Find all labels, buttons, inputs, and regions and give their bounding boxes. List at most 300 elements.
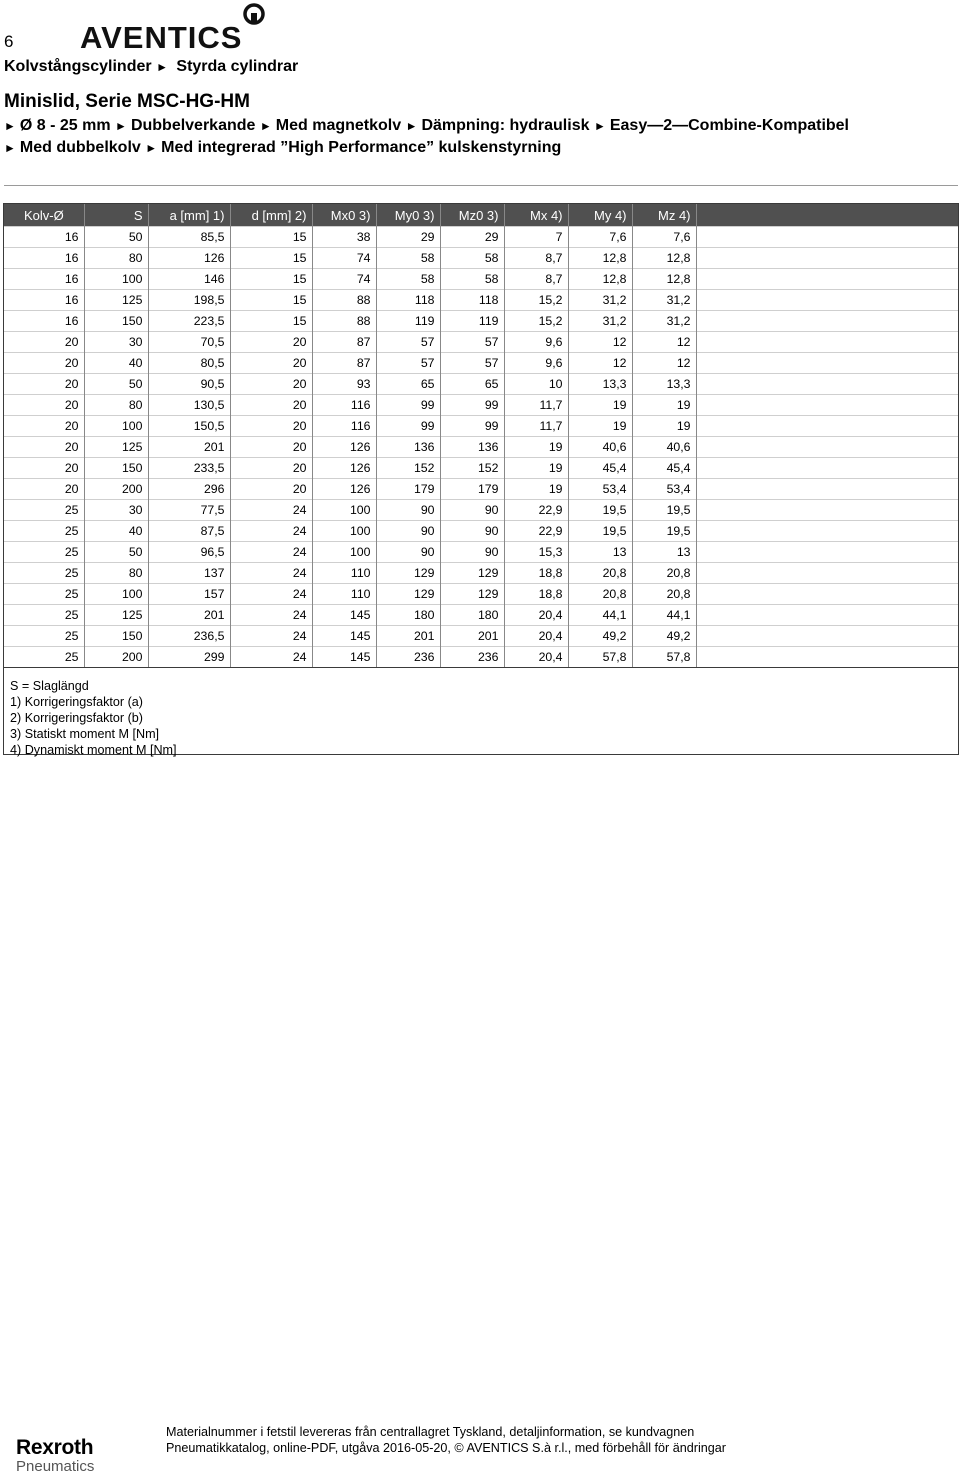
table-cell: 25 <box>4 521 84 542</box>
table-cell: 136 <box>440 437 504 458</box>
row-spacer <box>696 458 958 479</box>
table-cell: 150 <box>84 458 148 479</box>
table-cell: 38 <box>312 227 376 248</box>
table-cell: 49,2 <box>568 626 632 647</box>
table-cell: 99 <box>376 395 440 416</box>
column-header: My 4) <box>568 204 632 227</box>
table-cell: 20 <box>4 332 84 353</box>
divider <box>4 185 958 186</box>
table-cell: 77,5 <box>148 500 230 521</box>
table-cell: 125 <box>84 437 148 458</box>
column-header: Mz0 3) <box>440 204 504 227</box>
table-cell: 201 <box>376 626 440 647</box>
table-cell: 145 <box>312 605 376 626</box>
table-cell: 15,3 <box>504 542 568 563</box>
table-row <box>4 332 958 353</box>
header-spacer <box>696 204 958 227</box>
table-header-row <box>4 204 958 227</box>
table-row <box>4 563 958 584</box>
table-cell: 90 <box>440 521 504 542</box>
arrow-right-icon: ► <box>593 119 606 133</box>
table-cell: 25 <box>4 605 84 626</box>
table-cell: 13 <box>632 542 696 563</box>
table-cell: 53,4 <box>632 479 696 500</box>
table-cell: 129 <box>376 584 440 605</box>
column-header: Mx0 3) <box>312 204 376 227</box>
row-spacer <box>696 605 958 626</box>
table-cell: 12,8 <box>632 248 696 269</box>
table-cell: 20 <box>4 395 84 416</box>
table-cell: 100 <box>312 542 376 563</box>
table-cell: 99 <box>376 416 440 437</box>
table-cell: 118 <box>376 290 440 311</box>
feature-item: Med dubbelkolv <box>19 139 141 156</box>
table-cell: 20,4 <box>504 605 568 626</box>
column-header: a [mm] 1) <box>148 204 230 227</box>
table-cell: 201 <box>148 437 230 458</box>
table-cell: 22,9 <box>504 500 568 521</box>
breadcrumb-item[interactable]: Styrda cylindrar <box>176 58 299 75</box>
table-cell: 25 <box>4 563 84 584</box>
table-cell: 20 <box>230 479 312 500</box>
table-cell: 110 <box>312 584 376 605</box>
table-cell: 25 <box>4 500 84 521</box>
feature-line <box>4 137 944 159</box>
row-spacer <box>696 479 958 500</box>
table-cell: 7 <box>504 227 568 248</box>
row-spacer <box>696 521 958 542</box>
table-row <box>4 269 958 290</box>
table-cell: 25 <box>4 584 84 605</box>
feature-list <box>4 115 944 159</box>
table-cell: 13 <box>568 542 632 563</box>
table-cell: 157 <box>148 584 230 605</box>
table-row <box>4 458 958 479</box>
table-cell: 53,4 <box>568 479 632 500</box>
table-cell: 145 <box>312 626 376 647</box>
feature-item: Ø 8 - 25 mm <box>19 117 111 134</box>
table-cell: 20 <box>4 416 84 437</box>
table-cell: 31,2 <box>568 290 632 311</box>
table-row <box>4 626 958 647</box>
table-cell: 16 <box>4 227 84 248</box>
table-cell: 15 <box>230 227 312 248</box>
table-cell: 58 <box>440 269 504 290</box>
table-notes <box>4 667 958 757</box>
table-cell: 12,8 <box>568 269 632 290</box>
table-cell: 57,8 <box>568 647 632 668</box>
table-cell: 129 <box>440 584 504 605</box>
table-cell: 20 <box>4 353 84 374</box>
table-cell: 201 <box>148 605 230 626</box>
table-cell: 90 <box>376 521 440 542</box>
table-cell: 40,6 <box>568 437 632 458</box>
table-cell: 129 <box>376 563 440 584</box>
feature-item: Med magnetkolv <box>275 117 402 134</box>
table-cell: 16 <box>4 311 84 332</box>
row-spacer <box>696 584 958 605</box>
table-cell: 20 <box>4 437 84 458</box>
note-line: 1) Korrigeringsfaktor (a) <box>10 695 143 709</box>
table-cell: 30 <box>84 500 148 521</box>
table-cell: 80 <box>84 563 148 584</box>
table-cell: 80,5 <box>148 353 230 374</box>
table-cell: 65 <box>376 374 440 395</box>
table-cell: 24 <box>230 563 312 584</box>
table-cell: 31,2 <box>632 311 696 332</box>
table-cell: 99 <box>440 416 504 437</box>
table-cell: 45,4 <box>568 458 632 479</box>
table-cell: 87 <box>312 332 376 353</box>
table-cell: 150 <box>84 311 148 332</box>
table-cell: 180 <box>440 605 504 626</box>
table-cell: 20,4 <box>504 647 568 668</box>
note-line: 4) Dynamiskt moment M [Nm] <box>10 743 177 757</box>
table-cell: 126 <box>312 437 376 458</box>
table-cell: 24 <box>230 626 312 647</box>
table-row <box>4 395 958 416</box>
arrow-right-icon: ► <box>4 119 16 133</box>
feature-item: Dämpning: hydraulisk <box>421 117 590 134</box>
table-cell: 152 <box>376 458 440 479</box>
table-cell: 20 <box>4 374 84 395</box>
table-cell: 20,8 <box>632 563 696 584</box>
table-cell: 96,5 <box>148 542 230 563</box>
table-cell: 100 <box>312 521 376 542</box>
feature-item: Easy—2—Combine-Kompatibel <box>609 117 849 134</box>
table-cell: 126 <box>312 479 376 500</box>
table-cell: 50 <box>84 227 148 248</box>
table-cell: 7,6 <box>632 227 696 248</box>
note-line: S = Slaglängd <box>10 679 89 693</box>
table-cell: 12 <box>632 332 696 353</box>
table-row <box>4 479 958 500</box>
breadcrumb-item[interactable]: Kolvstångscylinder <box>4 58 152 75</box>
row-spacer <box>696 626 958 647</box>
table-cell: 57 <box>376 332 440 353</box>
table-cell: 44,1 <box>568 605 632 626</box>
table-cell: 57 <box>376 353 440 374</box>
table-cell: 15 <box>230 311 312 332</box>
table-row <box>4 584 958 605</box>
rexroth-logo <box>16 1437 94 1475</box>
table-cell: 100 <box>84 416 148 437</box>
breadcrumb <box>4 58 298 76</box>
table-cell: 8,7 <box>504 248 568 269</box>
table-cell: 20 <box>230 416 312 437</box>
table-cell: 12,8 <box>632 269 696 290</box>
table-cell: 100 <box>312 500 376 521</box>
row-spacer <box>696 374 958 395</box>
table-cell: 12 <box>568 332 632 353</box>
table-cell: 201 <box>440 626 504 647</box>
table-cell: 9,6 <box>504 353 568 374</box>
table-cell: 40,6 <box>632 437 696 458</box>
table-cell: 50 <box>84 374 148 395</box>
row-spacer <box>696 248 958 269</box>
table-cell: 16 <box>4 290 84 311</box>
table-cell: 24 <box>230 605 312 626</box>
table-cell: 25 <box>4 626 84 647</box>
table-cell: 145 <box>312 647 376 668</box>
table-cell: 88 <box>312 290 376 311</box>
table-row <box>4 521 958 542</box>
arrow-right-icon: ► <box>405 119 418 133</box>
table-cell: 74 <box>312 248 376 269</box>
table-cell: 20,4 <box>504 626 568 647</box>
table-cell: 80 <box>84 395 148 416</box>
footer-text <box>166 1424 726 1456</box>
table-cell: 90 <box>376 542 440 563</box>
arrow-right-icon: ► <box>145 141 158 155</box>
table-row <box>4 437 958 458</box>
feature-line <box>4 115 944 137</box>
row-spacer <box>696 353 958 374</box>
table-cell: 40 <box>84 521 148 542</box>
table-cell: 20,8 <box>568 563 632 584</box>
table-cell: 87,5 <box>148 521 230 542</box>
data-table <box>3 203 959 755</box>
table-cell: 93 <box>312 374 376 395</box>
table-cell: 30 <box>84 332 148 353</box>
row-spacer <box>696 269 958 290</box>
table-cell: 45,4 <box>632 458 696 479</box>
table-row <box>4 542 958 563</box>
table-row <box>4 248 958 269</box>
row-spacer <box>696 395 958 416</box>
row-spacer <box>696 647 958 668</box>
table-cell: 31,2 <box>632 290 696 311</box>
table-cell: 119 <box>440 311 504 332</box>
table-cell: 74 <box>312 269 376 290</box>
table-cell: 15 <box>230 248 312 269</box>
table-cell: 129 <box>440 563 504 584</box>
row-spacer <box>696 542 958 563</box>
arrow-right-icon: ► <box>115 119 127 133</box>
row-spacer <box>696 563 958 584</box>
table-cell: 9,6 <box>504 332 568 353</box>
table-cell: 12,8 <box>568 248 632 269</box>
table-cell: 19 <box>632 395 696 416</box>
table-cell: 29 <box>376 227 440 248</box>
table-cell: 58 <box>376 248 440 269</box>
table-cell: 25 <box>4 542 84 563</box>
table-cell: 200 <box>84 647 148 668</box>
table-cell: 223,5 <box>148 311 230 332</box>
row-spacer <box>696 416 958 437</box>
table-cell: 19 <box>504 479 568 500</box>
table-cell: 15 <box>230 290 312 311</box>
table-cell: 150 <box>84 626 148 647</box>
table-cell: 57,8 <box>632 647 696 668</box>
rexroth-wordmark: Rexroth <box>16 1436 94 1459</box>
column-header: d [mm] 2) <box>230 204 312 227</box>
table-cell: 88 <box>312 311 376 332</box>
table-cell: 13,3 <box>632 374 696 395</box>
row-spacer <box>696 290 958 311</box>
table-cell: 19,5 <box>568 500 632 521</box>
table-cell: 19,5 <box>632 521 696 542</box>
table-cell: 24 <box>230 647 312 668</box>
table-cell: 24 <box>230 500 312 521</box>
table-cell: 31,2 <box>568 311 632 332</box>
table-cell: 90 <box>376 500 440 521</box>
table-cell: 19 <box>568 395 632 416</box>
table-cell: 24 <box>230 584 312 605</box>
table-cell: 20 <box>230 458 312 479</box>
pneumatics-wordmark: Pneumatics <box>16 1458 95 1475</box>
table-cell: 20 <box>230 353 312 374</box>
table-cell: 58 <box>376 269 440 290</box>
table-cell: 16 <box>4 269 84 290</box>
table-cell: 58 <box>440 248 504 269</box>
table-cell: 19 <box>504 437 568 458</box>
table-cell: 12 <box>568 353 632 374</box>
table-row <box>4 353 958 374</box>
table-cell: 18,8 <box>504 563 568 584</box>
table-cell: 152 <box>440 458 504 479</box>
table-cell: 20 <box>230 437 312 458</box>
page-title: Minislid, Serie MSC-HG-HM <box>4 91 250 112</box>
table-cell: 15,2 <box>504 311 568 332</box>
table-row <box>4 290 958 311</box>
table-cell: 11,7 <box>504 395 568 416</box>
table-cell: 119 <box>376 311 440 332</box>
table-cell: 110 <box>312 563 376 584</box>
feature-item: Dubbelverkande <box>130 117 256 134</box>
table-row <box>4 500 958 521</box>
table-cell: 20 <box>4 458 84 479</box>
table-cell: 136 <box>376 437 440 458</box>
row-spacer <box>696 500 958 521</box>
note-line: 2) Korrigeringsfaktor (b) <box>10 711 143 725</box>
page-number: 6 <box>4 32 14 51</box>
table-cell: 65 <box>440 374 504 395</box>
table-cell: 20,8 <box>632 584 696 605</box>
footer-line: Pneumatikkatalog, online-PDF, utgåva 2016-05-20, © AVENTICS S.à r.l., med förbehåll för ändringar <box>166 1441 726 1455</box>
table-cell: 87 <box>312 353 376 374</box>
column-header: Mz 4) <box>632 204 696 227</box>
table-cell: 16 <box>4 248 84 269</box>
table-cell: 19 <box>504 458 568 479</box>
table-cell: 125 <box>84 290 148 311</box>
table-cell: 7,6 <box>568 227 632 248</box>
table-cell: 118 <box>440 290 504 311</box>
table-cell: 19,5 <box>568 521 632 542</box>
table-cell: 50 <box>84 542 148 563</box>
arrow-right-icon: ► <box>4 141 16 155</box>
table-cell: 15,2 <box>504 290 568 311</box>
table-cell: 13,3 <box>568 374 632 395</box>
table-cell: 126 <box>148 248 230 269</box>
table-cell: 90,5 <box>148 374 230 395</box>
note-line: 3) Statiskt moment M [Nm] <box>10 727 160 741</box>
table-cell: 57 <box>440 332 504 353</box>
row-spacer <box>696 227 958 248</box>
table-cell: 20,8 <box>568 584 632 605</box>
table-cell: 130,5 <box>148 395 230 416</box>
table-row <box>4 227 958 248</box>
table-cell: 19 <box>568 416 632 437</box>
table-cell: 10 <box>504 374 568 395</box>
table-cell: 20 <box>230 332 312 353</box>
table-cell: 44,1 <box>632 605 696 626</box>
table-cell: 15 <box>230 269 312 290</box>
table-cell: 40 <box>84 353 148 374</box>
table-cell: 25 <box>4 647 84 668</box>
table-cell: 146 <box>148 269 230 290</box>
table-row <box>4 374 958 395</box>
table-cell: 24 <box>230 521 312 542</box>
table-cell: 57 <box>440 353 504 374</box>
brand-wordmark: AVENTICS <box>80 20 243 52</box>
table-cell: 90 <box>440 500 504 521</box>
table-cell: 150,5 <box>148 416 230 437</box>
table-cell: 299 <box>148 647 230 668</box>
feature-item: Med integrerad ”High Performance” kulskenstyrning <box>161 139 562 156</box>
table-cell: 20 <box>230 395 312 416</box>
table-cell: 49,2 <box>632 626 696 647</box>
row-spacer <box>696 332 958 353</box>
table-cell: 236,5 <box>148 626 230 647</box>
table-cell: 19,5 <box>632 500 696 521</box>
column-header: S <box>84 204 148 227</box>
row-spacer <box>696 437 958 458</box>
table-cell: 29 <box>440 227 504 248</box>
table-cell: 11,7 <box>504 416 568 437</box>
column-header: My0 3) <box>376 204 440 227</box>
footer-line: Materialnummer i fetstil levereras från centrallagret Tyskland, detaljinformation, se kundvagnen <box>166 1425 695 1439</box>
table-cell: 100 <box>84 269 148 290</box>
table-row <box>4 605 958 626</box>
table-cell: 116 <box>312 416 376 437</box>
table-row <box>4 416 958 437</box>
table-cell: 137 <box>148 563 230 584</box>
table-cell: 179 <box>440 479 504 500</box>
table-cell: 22,9 <box>504 521 568 542</box>
table-cell: 8,7 <box>504 269 568 290</box>
table-cell: 20 <box>4 479 84 500</box>
column-header: Mx 4) <box>504 204 568 227</box>
table-cell: 20 <box>230 374 312 395</box>
table-cell: 200 <box>84 479 148 500</box>
table-cell: 125 <box>84 605 148 626</box>
table-cell: 236 <box>440 647 504 668</box>
row-spacer <box>696 311 958 332</box>
table-cell: 99 <box>440 395 504 416</box>
table-cell: 70,5 <box>148 332 230 353</box>
table-cell: 126 <box>312 458 376 479</box>
table-cell: 85,5 <box>148 227 230 248</box>
table-cell: 233,5 <box>148 458 230 479</box>
table-cell: 80 <box>84 248 148 269</box>
table-cell: 19 <box>632 416 696 437</box>
brand-mark-icon <box>245 5 263 23</box>
arrow-right-icon: ► <box>156 60 168 74</box>
table-cell: 24 <box>230 542 312 563</box>
aventics-logo <box>80 2 270 52</box>
table-cell: 100 <box>84 584 148 605</box>
table-cell: 198,5 <box>148 290 230 311</box>
table-cell: 179 <box>376 479 440 500</box>
table-row <box>4 311 958 332</box>
table-cell: 18,8 <box>504 584 568 605</box>
column-header: Kolv-Ø <box>4 204 84 227</box>
table-cell: 90 <box>440 542 504 563</box>
arrow-right-icon: ► <box>259 119 272 133</box>
table-cell: 296 <box>148 479 230 500</box>
table-row <box>4 647 958 668</box>
